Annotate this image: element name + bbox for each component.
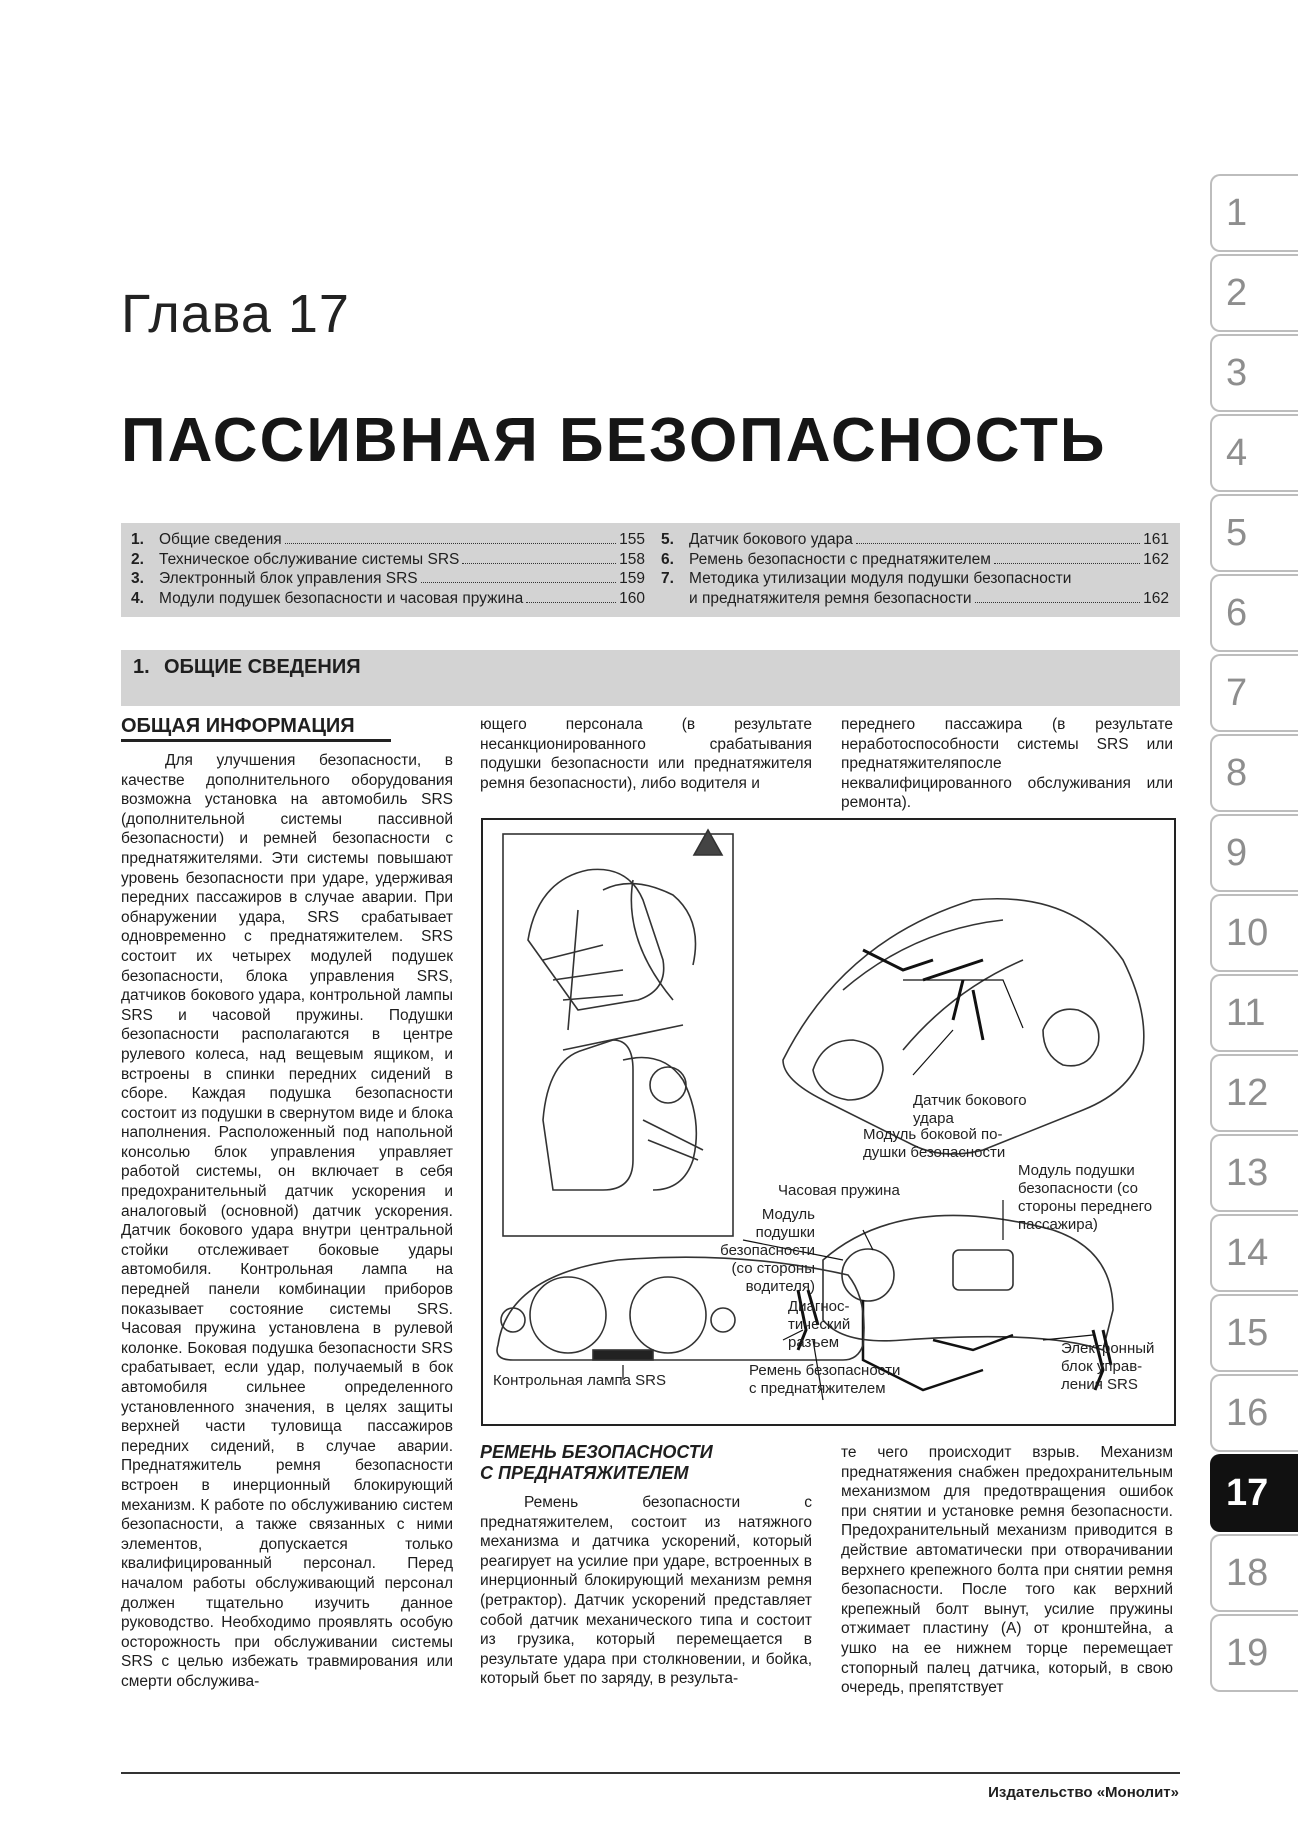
chapter-tab-11[interactable]: 11 xyxy=(1210,974,1298,1052)
left-column-text: Для улучшения безопасности, в качестве дополнительного оборудования возможна установка на автомобиль SRS (дополнительной системы пассивной безопасности) и ремней безопасности с преднатяжителями. Эти системы повышают уровень безопасности при ударе, удерживая передних пассажиров в случае аварии. При обнаружении удара, SRS срабатывает одновременно с преднатяжителем. SRS состоит их четырех модулей подушек безопасности, блока управления SRS, датчиков бокового удара, контрольной лампы SRS и часовой пружины. Подушки безопасности располагаются в центре рулевого колеса, над вещевым ящиком, и встроены в спинки передних сидений в сборе. Каждая подушка безопасности состоит из подушки в свернутом виде и блока наполнения. Расположенный под напольной консолью блок управления управляет работой системы, он включает в себя предохранительный датчик ускорения и аналоговый (основной) датчик ускорения. Датчик бокового удара внутри центральной стойки отслеживает боковые удары автомобиля. Контрольная лампа на передней панели комбинации приборов показывает состояние системы SRS. Часовая пружина установлена в рулевой колонке. Боковая подушка безопасности SRS срабатывает, если удар, получаемый в бок автомобиля сильнее определенного установленного значения, в целях защиты верхней части туловища пассажиров передних сидений, в случае аварии. Преднатяжитель ремня безопасности встроен в инерционный блокирующий механизм. К работе по обслуживанию систем безопасности, а также связанных с ними элементов, допускается только квалифицированный персонал. Перед началом работы обслуживающий персонал должен тщательно изучить данное руководство. Необходимо проявлять особую осторожность при обслуживании системы SRS с целью избежать травмирования или смерти обслужива- xyxy=(121,752,453,1690)
toc-entry-page: 159 xyxy=(619,570,645,587)
label-side-airbag-module: Модуль боковой по- душки безопасности xyxy=(863,1126,1006,1161)
airbag-outline xyxy=(603,884,696,965)
srs-warning-lamp-indicator xyxy=(593,1350,653,1360)
label-belt-pretensioner: Ремень безопасности с преднатяжителем xyxy=(749,1362,901,1397)
toc-entry-number: 4. xyxy=(131,589,144,607)
toc-entry-number: 2. xyxy=(131,550,144,568)
chapter-tab-5[interactable]: 5 xyxy=(1210,494,1298,572)
section-number: 1. xyxy=(133,656,150,678)
label-side-impact-sensor: Датчик бокового удара xyxy=(913,1092,1027,1127)
section-title: ОБЩИЕ СВЕДЕНИЯ xyxy=(164,656,361,678)
label-diagnostic-connector: Диагнос- тический разъем xyxy=(788,1298,851,1351)
toc-entry-title: Ремень безопасности с преднатяжителем xyxy=(689,550,991,568)
speedometer-gauge xyxy=(530,1277,606,1353)
chapter-tab-17-active[interactable]: 17 xyxy=(1210,1454,1298,1532)
car-rear-wheel xyxy=(1043,1009,1099,1066)
chapter-title: ПАССИВНАЯ БЕЗОПАСНОСТЬ xyxy=(121,406,1107,475)
toc-entry[interactable] xyxy=(661,569,1169,589)
toc-leader-dots xyxy=(462,563,616,564)
toc-entry-page: 162 xyxy=(1143,550,1169,568)
label-passenger-airbag-module: Модуль подушки безопасности (со стороны переднего пассажира) xyxy=(1018,1162,1153,1233)
chapter-tab-12[interactable]: 12 xyxy=(1210,1054,1298,1132)
toc-entry-page: 161 xyxy=(1143,531,1169,548)
toc-entry-number: 6. xyxy=(661,550,674,568)
publisher-footer: Издательство «Монолит» xyxy=(988,1784,1179,1801)
middle-column-top-text: ющего персонала (в результате несанкционированного срабатывания подушки безопасности или преднатяжителя ремня безопасности), либо водителя и xyxy=(480,716,812,792)
middle-column-bottom-text: Ремень безопасности с преднатяжителем, состоит из натяжного механизма и датчика ускорений, который реагирует на усилие при ударе, встроенных в инерционный блокирующий механизм ремня (ретрактор). Датчик ускорений представляет собой датчик механического типа и состоит из грузика, который перемещается в результате удара при столкновении, и бойка, который бьет по заряду, в результа- xyxy=(480,1494,812,1688)
subheading-general-info: ОБЩАЯ ИНФОРМАЦИЯ xyxy=(121,715,355,737)
label-srs-warning-lamp: Контрольная лампа SRS xyxy=(493,1372,666,1389)
section-heading-band xyxy=(121,650,1180,706)
toc-entry[interactable] xyxy=(131,589,645,609)
toc-leader-dots xyxy=(975,602,1141,603)
label-driver-airbag-module: Модуль подушки безопасности (со стороны водителя) xyxy=(720,1206,815,1295)
toc-entry-title: Общие сведения xyxy=(159,531,282,548)
front-seat-outline xyxy=(528,869,664,1010)
toc-entry-page: 158 xyxy=(619,550,645,568)
chapter-tab-1[interactable]: 1 xyxy=(1210,174,1298,252)
toc-entry-page: 160 xyxy=(619,589,645,607)
dashboard-outline xyxy=(823,1215,1113,1350)
toc-entry[interactable] xyxy=(661,530,1169,550)
toc-entry-title: Электронный блок управления SRS xyxy=(159,570,418,587)
toc-entry-number: 1. xyxy=(131,531,144,548)
chapter-label: Глава 17 xyxy=(121,284,350,344)
toc-entry-title: Методика утилизации модуля подушки безопасности xyxy=(689,570,1072,587)
table-of-contents xyxy=(121,523,1180,617)
label-clock-spring: Часовая пружина xyxy=(778,1182,900,1199)
toc-entry-continuation[interactable] xyxy=(661,589,1169,609)
toc-entry-number: 3. xyxy=(131,570,144,587)
chapter-tab-18[interactable]: 18 xyxy=(1210,1534,1298,1612)
rear-seat-outline xyxy=(543,1040,633,1190)
chapter-tab-10[interactable]: 10 xyxy=(1210,894,1298,972)
chapter-tab-3[interactable]: 3 xyxy=(1210,334,1298,412)
toc-entry-page: 155 xyxy=(619,531,645,548)
toc-entry[interactable] xyxy=(131,569,645,589)
chapter-tab-15[interactable]: 15 xyxy=(1210,1294,1298,1372)
seat-inset-frame xyxy=(503,834,733,1236)
toc-entry-title: Техническое обслуживание системы SRS xyxy=(159,550,460,568)
chapter-tab-8[interactable]: 8 xyxy=(1210,734,1298,812)
toc-entry[interactable] xyxy=(131,530,645,550)
chapter-tab-4[interactable]: 4 xyxy=(1210,414,1298,492)
toc-right-column xyxy=(661,530,1169,608)
passenger-airbag-module xyxy=(953,1250,1013,1290)
right-column-top-text: переднего пассажира (в результате неработоспособности системы SRS или преднатяжителяпосле неквалифицированного обслуживания или ремонта). xyxy=(841,716,1173,812)
chapter-tab-13[interactable]: 13 xyxy=(1210,1134,1298,1212)
toc-entry-title: Датчик бокового удара xyxy=(689,531,853,548)
toc-leader-dots xyxy=(285,543,616,544)
steering-wheel-outline xyxy=(842,1249,894,1301)
chapter-tab-7[interactable]: 7 xyxy=(1210,654,1298,732)
toc-entry-title: и преднатяжителя ремня безопасности xyxy=(689,589,972,607)
toc-entry-number: 7. xyxy=(661,570,674,587)
chapter-tab-16[interactable]: 16 xyxy=(1210,1374,1298,1452)
chapter-tab-9[interactable]: 9 xyxy=(1210,814,1298,892)
chapter-tab-19[interactable]: 19 xyxy=(1210,1614,1298,1692)
toc-entry-page: 162 xyxy=(1143,589,1169,607)
toc-entry[interactable] xyxy=(661,550,1169,570)
chapter-tab-14[interactable]: 14 xyxy=(1210,1214,1298,1292)
right-column-bottom-text: те чего происходит взрыв. Механизм преднатяжения снабжен предохранительным механизмом для предотвращения ошибок при снятии и установке ремня безопасности. Предохранительный механизм приводится в действие автоматически при отворачивании верхнего крепежного болта при снятии ремня безопасности. После того как верхний крепежный болт вынут, усилие пружины отжимает пластину (А) от кронштейна, а ушко на ее нижнем торце перемещает стопорный палец датчика, который, в свою очередь, препятствует xyxy=(841,1444,1173,1697)
toc-entry-title: Модули подушек безопасности и часовая пружина xyxy=(159,589,524,607)
chapter-tab-6[interactable]: 6 xyxy=(1210,574,1298,652)
srs-components-figure xyxy=(481,818,1176,1426)
subheading-belt-pretensioner: РЕМЕНЬ БЕЗОПАСНОСТИ С ПРЕДНАТЯЖИТЕЛЕМ xyxy=(480,1442,713,1483)
toc-left-column xyxy=(131,530,645,608)
toc-leader-dots xyxy=(526,602,616,603)
tachometer-gauge xyxy=(630,1277,706,1353)
toc-leader-dots xyxy=(856,543,1140,544)
subheading-underline xyxy=(121,739,391,742)
label-srs-ecu: Электронный блок управ- ления SRS xyxy=(1061,1340,1155,1393)
toc-leader-dots xyxy=(421,582,616,583)
toc-leader-dots xyxy=(994,563,1140,564)
toc-entry-number: 5. xyxy=(661,531,674,548)
car-front-wheel xyxy=(813,1040,883,1100)
chapter-tab-2[interactable]: 2 xyxy=(1210,254,1298,332)
toc-entry[interactable] xyxy=(131,550,645,570)
footer-rule xyxy=(121,1772,1180,1774)
